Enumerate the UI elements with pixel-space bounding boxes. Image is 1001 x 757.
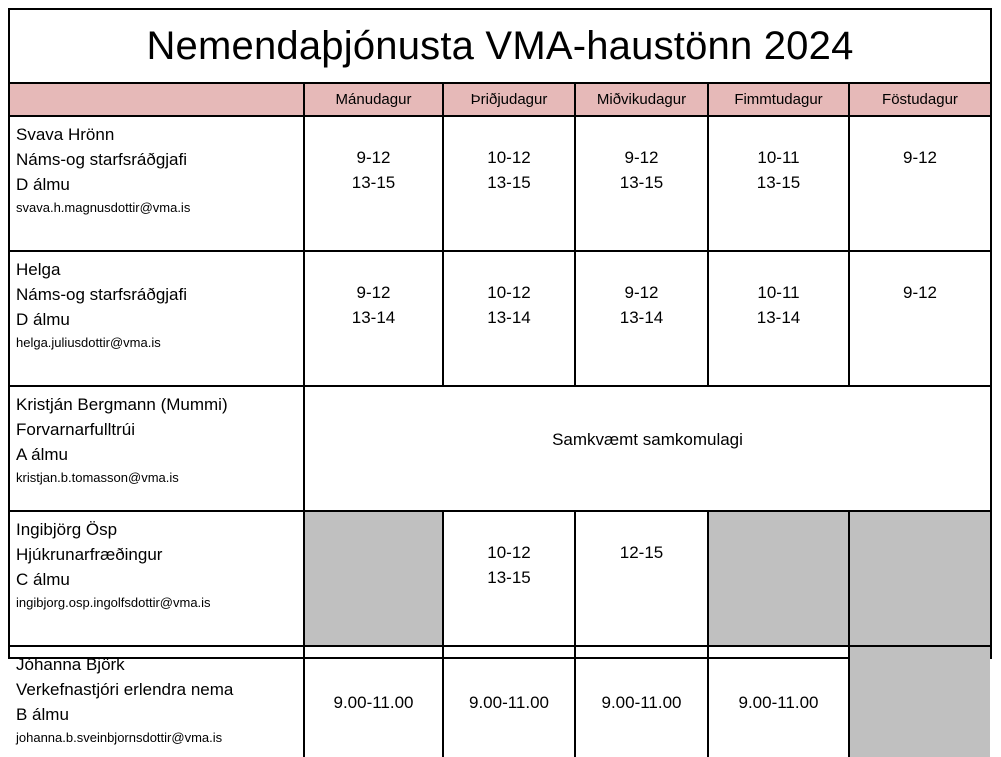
corner-header-cell	[10, 84, 304, 116]
staff-role: Náms-og starfsráðgjafi	[16, 150, 188, 169]
hours-cell-wednesday	[575, 646, 708, 757]
hours-cell-tuesday	[443, 511, 575, 646]
hours-cell-tuesday	[443, 251, 575, 386]
hours-cell-thursday	[708, 646, 849, 757]
day-header-wednesday: Miðvikudagur	[575, 84, 708, 116]
time-slot: 13-14	[487, 308, 531, 327]
time-slot: 13-14	[351, 308, 396, 327]
schedule-sheet	[8, 8, 992, 745]
staff-info-cell	[10, 251, 304, 386]
time-slot: 13-15	[351, 173, 396, 192]
staff-info-cell	[10, 116, 304, 251]
day-header-tuesday: Þriðjudagur	[443, 84, 575, 116]
schedule-body	[10, 116, 990, 757]
time-slot: 9-12	[624, 283, 659, 302]
time-slot: 10-11	[757, 283, 800, 302]
hours-cell-tuesday	[443, 646, 575, 757]
staff-name: Jóhanna Björk	[16, 655, 125, 674]
hours-cell-tuesday	[443, 116, 575, 251]
staff-location: A álmu	[16, 445, 68, 464]
staff-info-cell	[10, 386, 304, 511]
time-slot: 13-15	[487, 173, 531, 192]
time-slot: 13-15	[756, 173, 801, 192]
hours-cell-monday	[304, 116, 443, 251]
staff-email: kristjan.b.tomasson@vma.is	[16, 470, 179, 485]
hours-cell-thursday	[708, 251, 849, 386]
availability-note: Samkvæmt samkomulagi	[304, 386, 990, 511]
time-slot: 9.00-11.00	[333, 692, 414, 712]
staff-role: Forvarnarfulltrúi	[16, 420, 136, 439]
staff-row	[10, 386, 990, 511]
staff-email: johanna.b.sveinbjornsdottir@vma.is	[16, 730, 223, 745]
page-title: Nemendaþjónusta VMA-haustönn 2024	[10, 10, 990, 84]
time-slot: 13-14	[756, 308, 801, 327]
staff-role: Náms-og starfsráðgjafi	[16, 285, 188, 304]
day-header-monday: Mánudagur	[304, 84, 443, 116]
time-slot: 10-11	[757, 148, 800, 167]
day-header-thursday: Fimmtudagur	[708, 84, 849, 116]
hours-cell-thursday	[708, 116, 849, 251]
staff-role: Hjúkrunarfræðingur	[16, 545, 163, 564]
time-slot: 13-15	[619, 173, 664, 192]
hours-cell-wednesday	[575, 251, 708, 386]
hours-cell-friday	[849, 251, 990, 386]
time-slot: 10-12	[487, 283, 531, 302]
staff-location: D álmu	[16, 175, 70, 194]
time-slot: 12-15	[619, 543, 664, 562]
staff-email: ingibjorg.osp.ingolfsdottir@vma.is	[16, 595, 211, 610]
hours-cell-wednesday	[575, 116, 708, 251]
hours-cell-friday	[849, 646, 990, 757]
staff-info-cell	[10, 646, 304, 757]
time-slot: 9-12	[356, 148, 391, 167]
time-slot: 10-12	[487, 543, 531, 562]
staff-row	[10, 116, 990, 251]
time-slot: 9-12	[902, 148, 938, 167]
hours-cell-friday	[849, 116, 990, 251]
hours-cell-monday	[304, 511, 443, 646]
staff-location: D álmu	[16, 310, 70, 329]
time-slot: 9.00-11.00	[468, 692, 550, 712]
time-slot: 9-12	[624, 148, 659, 167]
hours-cell-wednesday	[575, 511, 708, 646]
staff-email: helga.juliusdottir@vma.is	[16, 335, 161, 350]
time-slot: 9.00-11.00	[738, 692, 819, 712]
staff-row	[10, 511, 990, 646]
time-slot: 13-15	[487, 568, 531, 587]
staff-name: Ingibjörg Ösp	[16, 520, 118, 539]
schedule-table	[10, 84, 990, 757]
time-slot: 9-12	[902, 283, 938, 302]
hours-cell-friday	[849, 511, 990, 646]
hours-cell-monday	[304, 646, 443, 757]
staff-role: Verkefnastjóri erlendra nema	[16, 680, 234, 699]
day-header-row	[10, 84, 990, 116]
hours-cell-monday	[304, 251, 443, 386]
staff-name: Kristján Bergmann (Mummi)	[16, 395, 228, 414]
day-header-friday: Föstudagur	[849, 84, 990, 116]
staff-row	[10, 251, 990, 386]
time-slot: 10-12	[487, 148, 531, 167]
staff-info-cell	[10, 511, 304, 646]
hours-cell-thursday	[708, 511, 849, 646]
staff-email: svava.h.magnusdottir@vma.is	[16, 200, 191, 215]
time-slot: 13-14	[619, 308, 664, 327]
staff-row	[10, 646, 990, 757]
staff-location: B álmu	[16, 705, 69, 724]
time-slot: 9-12	[356, 283, 391, 302]
time-slot: 9.00-11.00	[601, 692, 682, 712]
staff-name: Helga	[16, 260, 61, 279]
staff-name: Svava Hrönn	[16, 125, 115, 144]
staff-location: C álmu	[16, 570, 70, 589]
